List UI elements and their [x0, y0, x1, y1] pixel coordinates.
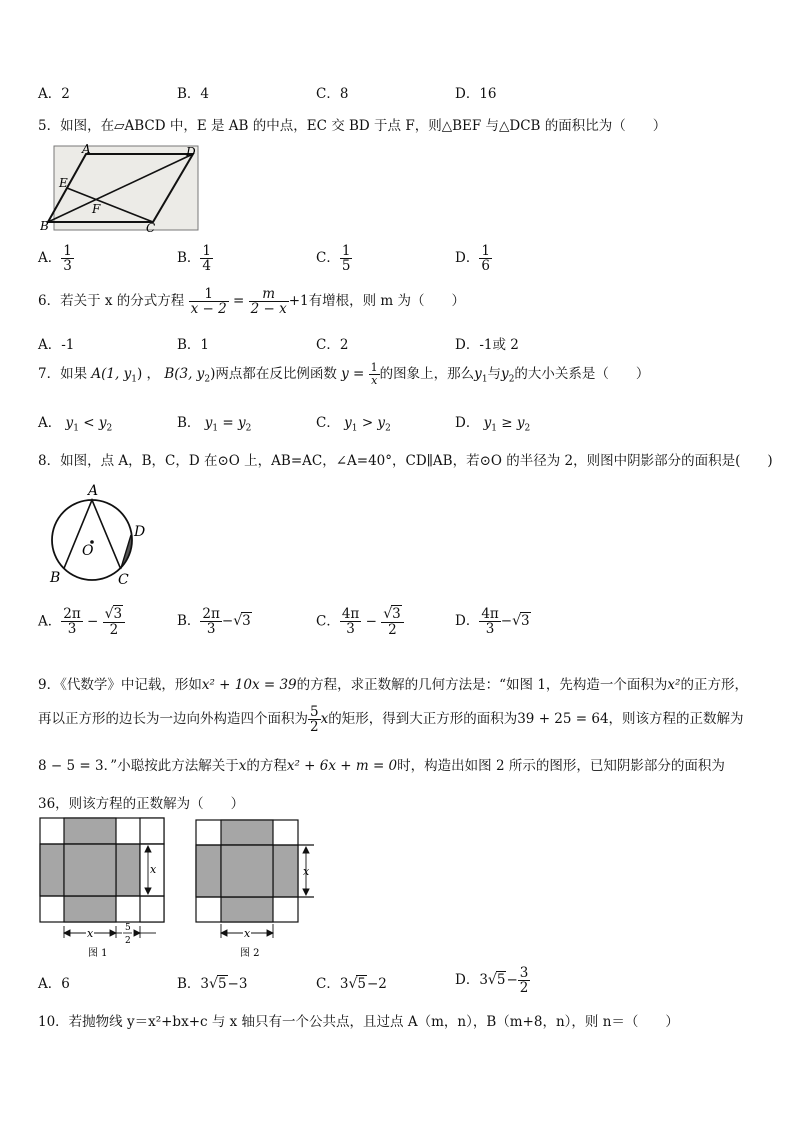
q8-label-a: A — [88, 483, 99, 499]
q5-label-c: C — [146, 221, 156, 234]
q7-option-a[interactable]: A． $y_1 < y_2$ — [38, 415, 113, 434]
q4-option-b[interactable]: B．4 — [177, 86, 210, 102]
q9-option-c[interactable]: C．3√5−2 — [316, 976, 387, 992]
q8-option-a[interactable]: A． $\frac{2\pi}{3}$ − $\frac{√3}{2}$ — [38, 607, 125, 637]
q5-option-a[interactable]: A． $\frac{1}{3}$ — [38, 243, 72, 275]
q8-option-c[interactable]: C． $\frac{4\pi}{3}$ − $\frac{√3}{2}$ — [316, 607, 404, 637]
q5-label-f: F — [92, 202, 101, 216]
q9-line-4: 36，则该方程的正数解为（ ） — [38, 796, 245, 812]
q8-label-c: C — [118, 572, 129, 588]
q8-label-d: D — [134, 524, 146, 540]
q9-fig2-x-bottom: x — [244, 927, 251, 940]
q8-circle-figure — [44, 478, 154, 588]
q4-option-a[interactable]: A．2 — [38, 86, 70, 102]
q4-option-d[interactable]: D．16 — [455, 86, 497, 102]
q9-fig2-caption: 图 2 — [240, 948, 260, 959]
q9-line-2: 再以正方形的边长为一边向外构造四个面积为 $\frac{5}{2}$ x的矩形，得到大正方形的面积为39 + 25 = 64，则该方程的正数解为 — [38, 704, 744, 736]
q7-option-d[interactable]: D． $y_1 \ge y_2$ — [455, 415, 531, 434]
q8-option-b[interactable]: B． $\frac{2\pi}{3}$ −√3 — [177, 606, 251, 638]
q5-figure-background — [54, 146, 198, 230]
q10-stem: 10．若抛物线 y＝x²+bx+c 与 x 轴只有一个公共点，且过点 A（m，n），B（m+8，n），则 n＝（ ） — [38, 1014, 679, 1030]
q9-fig1-two: 2 — [125, 936, 131, 946]
q5-label-e: E — [59, 176, 68, 190]
q5-label-a: A — [82, 142, 91, 156]
q9-line-3: 8 − 5 = 3．”小聪按此方法解关于x的方程x² + 6x + m = 0时，构造出如图 2 所示的图形，已知阴影部分的面积为 — [38, 758, 725, 774]
q9-figure-1 — [34, 816, 168, 962]
q9-option-d[interactable]: D．3√5− $\frac{3}{2}$ — [455, 965, 529, 997]
q6-stem: 6．若关于 x 的分式方程 $\frac{1}{x - 2}$ = $\frac{m}{2 - x}$ +1有增根，则 m 为（ ） — [38, 286, 466, 318]
q6-option-b[interactable]: B．1 — [177, 337, 210, 353]
q8-stem: 8．如图，点 A，B，C，D 在⊙O 上，AB=AC，∠A=40°，CD∥AB，若⊙O 的半径为 2，则图中阴影部分的面积是( ) — [38, 453, 773, 469]
q5-parallelogram-figure — [40, 142, 202, 234]
q7-option-c[interactable]: C． $y_1 > y_2$ — [316, 415, 391, 434]
q6-option-c[interactable]: C．2 — [316, 337, 349, 353]
q7-stem: 7．如果 A(1, $y_1$) ， B(3, $y_2$)两点都在反比例函数 y = $\frac{1}{x}$ 的图象上，那么$y_1$与$y_2$的大小关系是（ ） — [38, 361, 650, 387]
q5-option-c[interactable]: C． $\frac{1}{5}$ — [316, 243, 351, 275]
q5-option-d[interactable]: D． $\frac{1}{6}$ — [455, 243, 490, 275]
q5-label-d: D — [186, 145, 196, 159]
q9-fig2-x-right: x — [303, 865, 310, 878]
q5-stem: 5．如图，在▱ABCD 中，E 是 AB 的中点，EC 交 BD 于点 F，则△BEF 与△DCB 的面积比为（ ） — [38, 118, 667, 134]
q9-option-a[interactable]: A．6 — [38, 976, 70, 992]
q9-fig1-five: 5 — [125, 923, 131, 933]
q9-figure-2 — [190, 816, 320, 962]
q9-fig1-x-right: x — [150, 863, 157, 876]
q8-label-o: O — [82, 543, 94, 559]
q8-option-d[interactable]: D． $\frac{4\pi}{3}$ −√3 — [455, 606, 530, 638]
q6-option-a[interactable]: A．-1 — [38, 337, 75, 353]
q8-label-b: B — [50, 570, 61, 586]
q7-option-b[interactable]: B． $y_1 = y_2$ — [177, 415, 252, 434]
q9-fig1-x-bottom: x — [87, 927, 94, 940]
q5-option-b[interactable]: B． $\frac{1}{4}$ — [177, 243, 212, 275]
q5-label-b: B — [40, 219, 49, 233]
q9-line-1: 9．《代数学》中记载，形如x² + 10x = 39的方程，求正数解的几何方法是：“如图 1，先构造一个面积为x²的正方形， — [38, 677, 748, 693]
q9-option-b[interactable]: B．3√5−3 — [177, 976, 248, 992]
q4-option-c[interactable]: C．8 — [316, 86, 349, 102]
q6-option-d[interactable]: D．-1或 2 — [455, 337, 519, 353]
q9-fig1-caption: 图 1 — [88, 948, 108, 959]
